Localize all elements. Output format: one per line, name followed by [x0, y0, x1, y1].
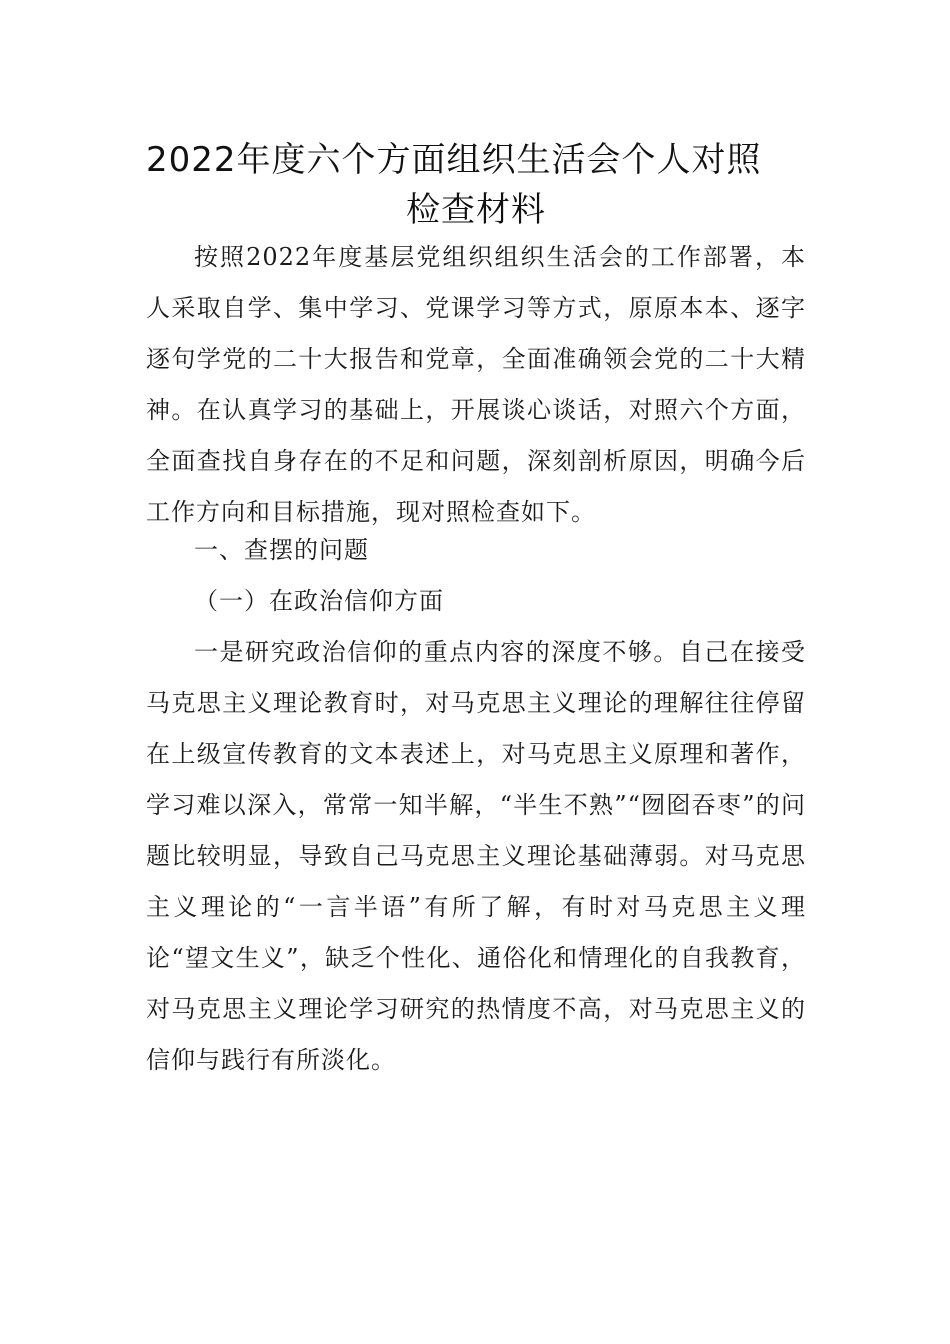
subsection-paragraph: 一是研究政治信仰的重点内容的深度不够。自己在接受马克思主义理论教育时，对马克思主义理论的理解往往停留在上级宣传教育的文本表述上，对马克思主义原理和著作，学习难以深入，常常一知半解，“半生不熟”“囫囵吞枣”的问题比较明显，导致自己马克思主义理论基础薄弱。对马克思主义理论的“一言半语”有所了解，有时对马克思主义理论“望文生义”，缺乏个性化、通俗化和情理化的自我教育，对马克思主义理论学习研究的热情度不高，对马克思主义的信仰与践行有所淡化。: [146, 638, 806, 1074]
subsection-heading: （一）在政治信仰方面: [194, 587, 444, 615]
subsection-paragraph-block: [146, 627, 806, 1086]
document-title-line-1: 2022年度六个方面组织生活会个人对照: [146, 140, 762, 180]
document-title-line-2: 检查材料: [406, 190, 546, 230]
section-heading: 一、查摆的问题: [194, 536, 369, 564]
intro-paragraph: 按照2022年度基层党组织组织生活会的工作部署，本人采取自学、集中学习、党课学习等方式，原原本本、逐字逐句学党的二十大报告和党章，全面准确领会党的二十大精神。在认真学习的基础上，开展谈心谈话，对照六个方面，全面查找自身存在的不足和问题，深刻剖析原因，明确今后工作方向和目标措施，现对照检查如下。: [146, 243, 806, 526]
intro-paragraph-block: [146, 232, 806, 538]
